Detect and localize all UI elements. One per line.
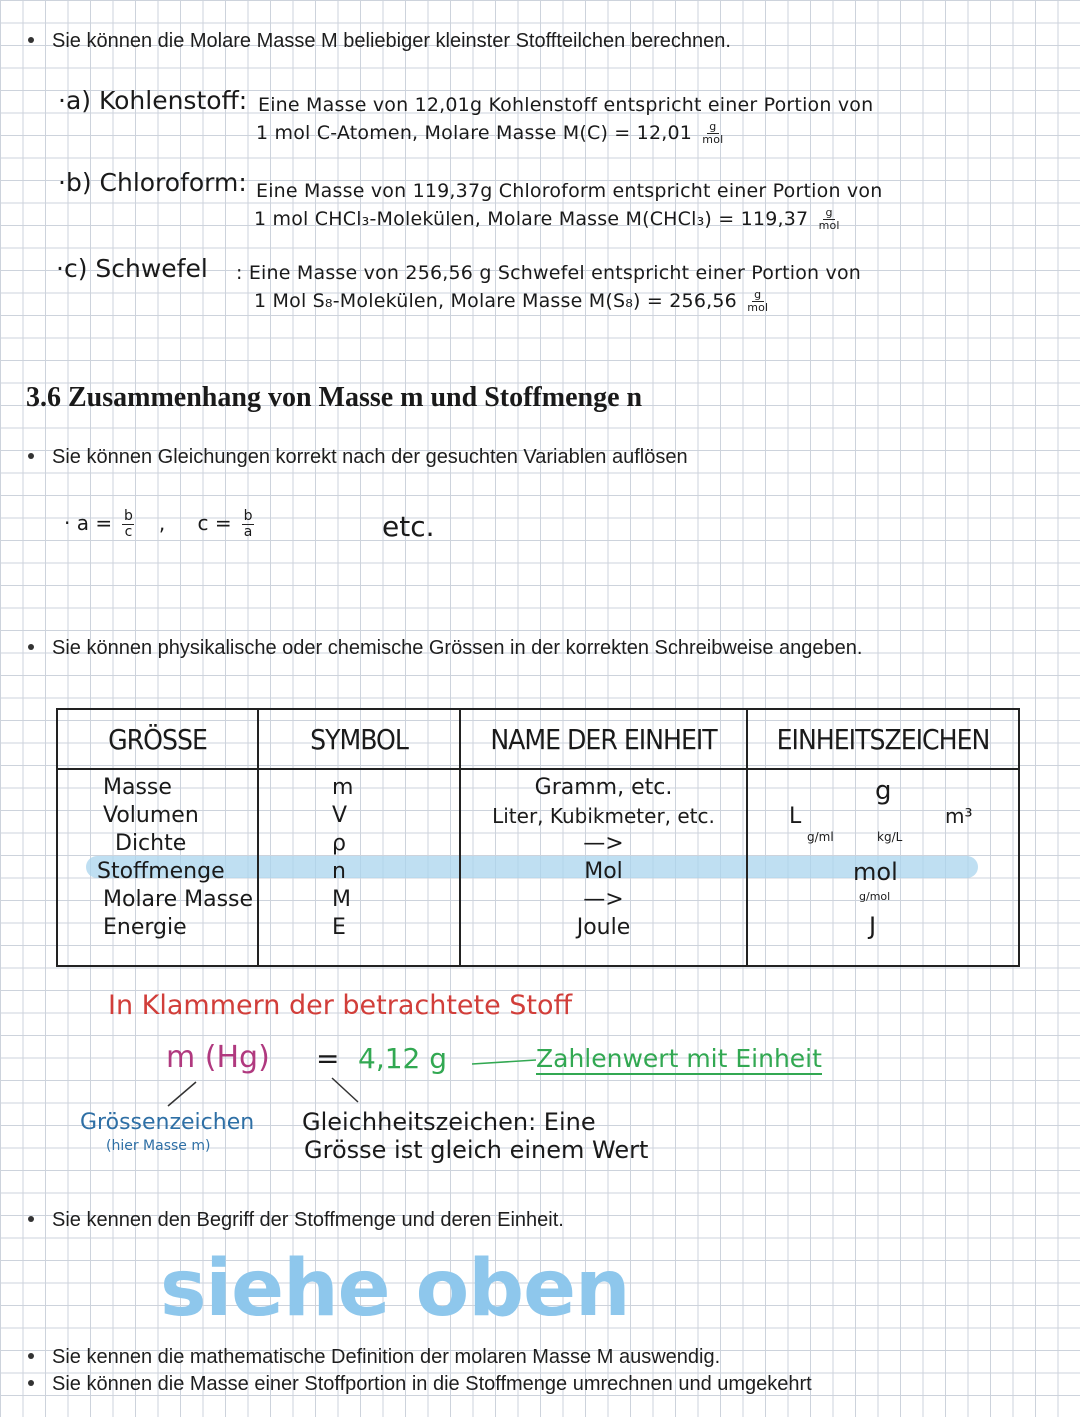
symbol-rho: ρ [332, 831, 346, 856]
unit-numerator: g [754, 288, 762, 301]
example-c-label: ·c) Schwefel [56, 254, 208, 283]
siehe-oben-note: siehe oben [160, 1244, 630, 1334]
section-heading: 3.6 Zusammenhang von Masse m und Stoffmenge n [26, 382, 643, 413]
learning-goal-text: Sie kennen den Begriff der Stoffmenge und deren Einheit. [52, 1209, 564, 1231]
equals-note-line2: Grösse ist gleich einem Wert [304, 1136, 649, 1164]
symbol-M: M [332, 887, 351, 912]
formula-equals: = [316, 1042, 340, 1075]
equation-a-lhs: · a = [64, 511, 113, 535]
annotation-title: In Klammern der betrachtete Stoff [108, 990, 573, 1021]
value-note: Zahlenwert mit Einheit [536, 1044, 822, 1073]
learning-goal-text: Sie kennen die mathematische Definition der molaren Masse M auswendig. [52, 1346, 721, 1368]
einheit-gramm: Gramm, etc. [534, 775, 673, 800]
example-b-label: ·b) Chloroform: [58, 168, 247, 197]
symbol-v: V [332, 803, 348, 828]
symbol-e: E [332, 915, 346, 940]
example-c-line1: : Eine Masse von 256,56 g Schwefel entspricht einer Portion von [236, 262, 862, 284]
einheit-mol: Mol [584, 859, 623, 884]
equation-a-numerator: b [124, 508, 133, 524]
example-a-line2-text: 1 mol C-Atomen, Molare Masse M(C) = 12,01 [256, 122, 693, 144]
equals-note-line1: Gleichheitszeichen: Eine [302, 1108, 596, 1136]
groesse-energie: Energie [103, 915, 187, 940]
equation-separator: , [158, 511, 166, 535]
unit-numerator: g [825, 206, 833, 219]
zeichen-j: J [869, 912, 877, 940]
bullet-icon [28, 1353, 34, 1359]
learning-goal-text: Sie können die Masse einer Stoffportion in die Stoffmenge umrechnen und umgekehrt [52, 1373, 812, 1395]
learning-goal-definition [28, 1346, 720, 1369]
example-c-line2-text: 1 Mol S₈-Molekülen, Molare Masse M(S₈) = 256,56 [254, 290, 737, 312]
learning-goal-conversion [28, 1373, 812, 1396]
groesse-stoffmenge: Stoffmenge [97, 859, 225, 884]
example-a-line1: Eine Masse von 12,01g Kohlenstoff entspricht einer Portion von [258, 94, 874, 116]
arrow-equals [332, 1078, 358, 1102]
unit-denominator: mol [818, 219, 840, 232]
learning-goal-text: Sie können die Molare Masse M beliebiger kleinster Stoffteilchen berechnen. [52, 30, 731, 52]
bullet-icon [28, 1380, 34, 1386]
groesse-masse: Masse [103, 775, 172, 800]
symbol-m: m [332, 775, 354, 800]
equation-etc: etc. [382, 510, 435, 543]
example-a-label: ·a) Kohlenstoff: [58, 86, 248, 115]
header-name: NAME DER EINHEIT [460, 709, 747, 769]
zeichen-kg-per-l: kg/L [877, 830, 903, 844]
unit-numerator: g [709, 120, 717, 133]
learning-goal-stoffmenge [28, 1209, 564, 1232]
unit-denominator: mol [747, 301, 769, 314]
zeichen-g-per-ml: g/ml [807, 830, 834, 844]
symbol-n: n [332, 859, 346, 884]
unit-denominator: mol [702, 133, 724, 146]
learning-goal-text: Sie können physikalische oder chemische Grössen in der korrekten Schreibweise angeben. [52, 637, 863, 659]
header-zeichen: EINHEITSZEICHEN [747, 709, 1019, 769]
arrow-icon: —> [583, 831, 624, 856]
zeichen-l: L [789, 804, 802, 829]
groessenzeichen-note: (hier Masse m) [106, 1138, 211, 1154]
header-symbol: SYMBOL [258, 709, 460, 769]
header-groesse: GRÖSSE [57, 709, 258, 769]
equation-c-lhs: c = [197, 511, 232, 535]
einheit-liter: Liter, Kubikmeter, etc. [492, 804, 715, 828]
zeichen-m3: m³ [945, 804, 973, 828]
groessenzeichen-label: Grössenzeichen [80, 1110, 255, 1135]
equation-a-denominator: c [124, 524, 133, 540]
formula-rhs: 4,12 g [358, 1042, 448, 1075]
groesse-molare-masse: Molare Masse [103, 887, 254, 912]
learning-goal-text: Sie können Gleichungen korrekt nach der gesuchten Variablen auflösen [52, 446, 688, 468]
formula-lhs: m (Hg) [166, 1040, 270, 1075]
zeichen-mol: mol [853, 858, 898, 886]
einheit-joule: Joule [576, 915, 631, 940]
example-b-line2-text: 1 mol CHCl₃-Molekülen, Molare Masse M(CHCl₃) = 119,37 [254, 208, 809, 230]
arrow-icon: —> [583, 887, 624, 912]
zeichen-g: g [875, 776, 892, 806]
arrow-value [472, 1060, 536, 1064]
equation-c-denominator: a [243, 524, 253, 540]
arrow-groessenzeichen [168, 1082, 196, 1106]
example-b-line1: Eine Masse von 119,37g Chloroform entspricht einer Portion von [256, 180, 883, 202]
groesse-volumen: Volumen [103, 803, 199, 828]
zeichen-g-per-mol: g/mol [859, 890, 891, 903]
bullet-icon [28, 1216, 34, 1222]
groesse-dichte: Dichte [115, 831, 187, 856]
equation-c-numerator: b [243, 508, 253, 524]
